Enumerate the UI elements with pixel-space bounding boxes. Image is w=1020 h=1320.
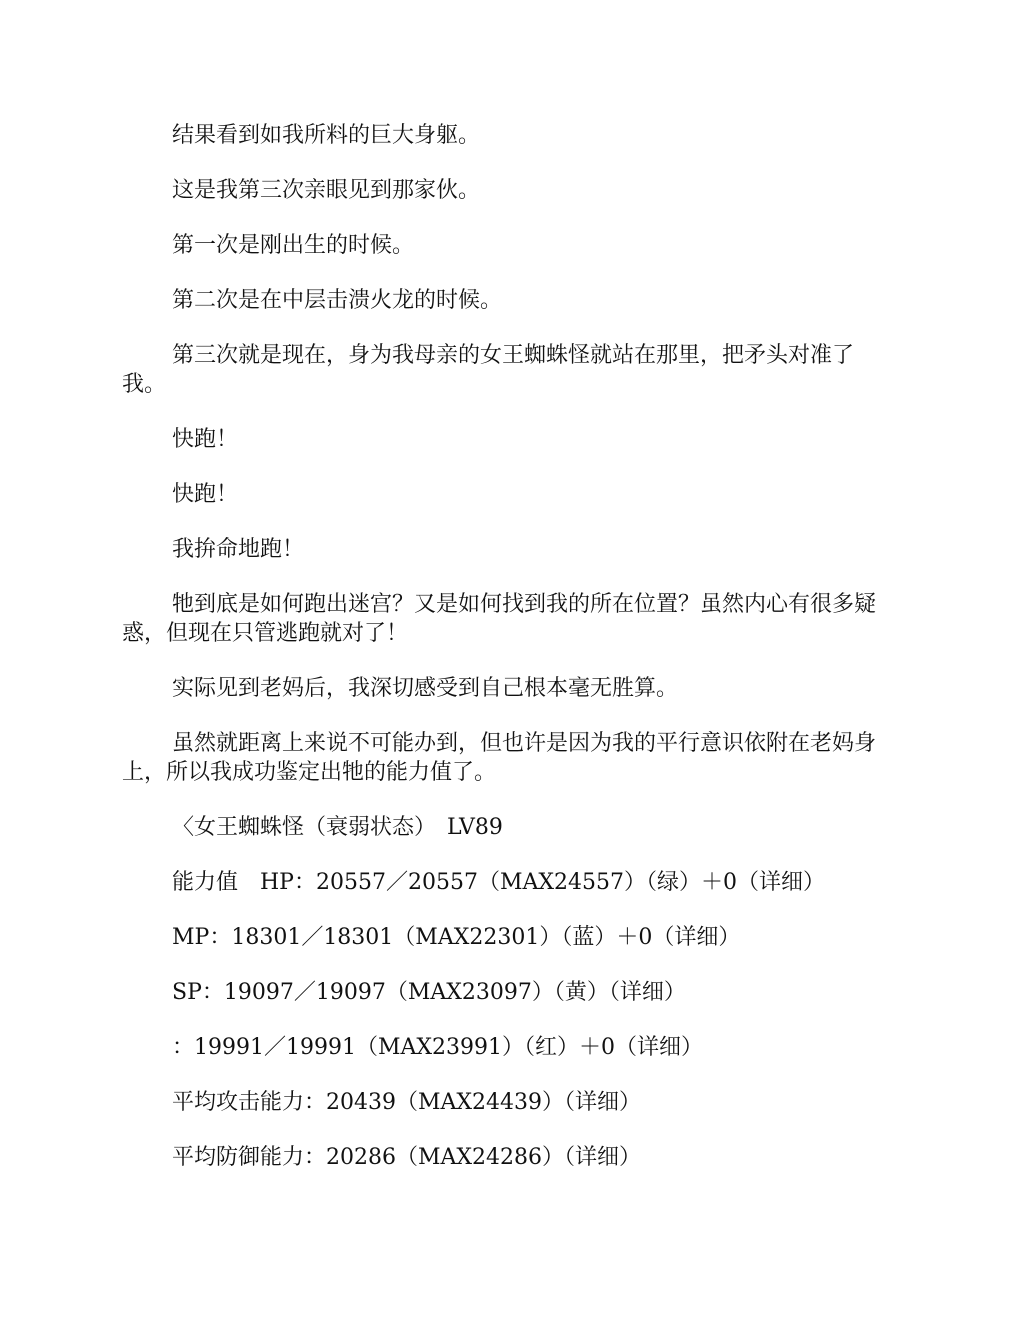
paragraph: 实际见到老妈后，我深切感受到自己根本毫无胜算。 (172, 676, 679, 701)
paragraph: 牠到底是如何跑出迷宫？又是如何找到我的所在位置？虽然内心有很多疑惑，但现在只管逃跑就对了！ (122, 592, 877, 646)
status-title-line: 〈女王蜘蛛怪（衰弱状态） LV89 (172, 815, 503, 840)
status-sp-line: SP：19097／19097（MAX23097）（黄）（详细） (172, 980, 686, 1005)
paragraph: 快跑！ (172, 482, 239, 507)
document-page (122, 121, 897, 1198)
paragraph: 这是我第三次亲眼见到那家伙。 (172, 178, 481, 203)
paragraph: 我拚命地跑！ (172, 537, 305, 562)
status-red-line: ：19991／19991（MAX23991）（红）＋0（详细） (172, 1035, 704, 1060)
paragraph: 虽然就距离上来说不可能办到，但也许是因为我的平行意识依附在老妈身上，所以我成功鉴定出牠的能力值了。 (122, 731, 877, 785)
status-mp-line: MP：18301／18301（MAX22301）（蓝）＋0（详细） (172, 925, 741, 950)
paragraph: 第二次是在中层击溃火龙的时候。 (172, 288, 503, 313)
paragraph: 第三次就是现在，身为我母亲的女王蜘蛛怪就站在那里，把矛头对准了我。 (122, 343, 855, 397)
paragraph: 第一次是刚出生的时候。 (172, 233, 415, 258)
status-defense-line: 平均防御能力：20286（MAX24286）（详细） (172, 1145, 642, 1170)
status-attack-line: 平均攻击能力：20439（MAX24439）（详细） (172, 1090, 642, 1115)
paragraph: 结果看到如我所料的巨大身躯。 (172, 123, 481, 148)
paragraph: 快跑！ (172, 427, 239, 452)
status-hp-line: 能力值 HP：20557／20557（MAX24557）（绿）＋0（详细） (172, 870, 826, 895)
